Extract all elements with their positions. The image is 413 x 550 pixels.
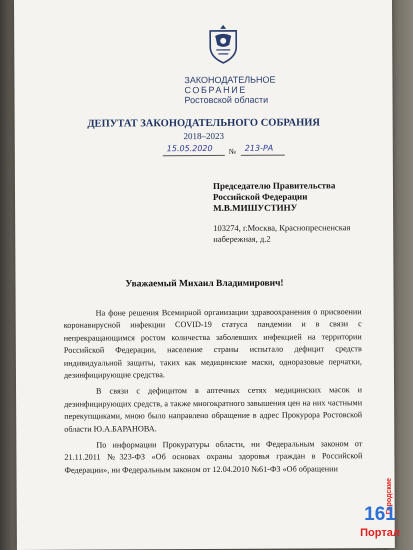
addressee-line-2: Российской Федерации (213, 191, 308, 202)
coat-of-arms-icon (206, 23, 240, 65)
salutation: Уважаемый Михаил Владимирович! (125, 278, 284, 290)
org-line-3: Ростовской области (184, 94, 269, 106)
date-underline (163, 155, 225, 156)
addressee-address (213, 222, 350, 245)
address-line-1: 103274, г.Москва, Краснопресненская (213, 222, 351, 233)
addressee-line-1: Председателю Правительства (212, 180, 336, 191)
organization-name (184, 75, 275, 105)
watermark-side-text: Городские (386, 478, 393, 515)
body-paragraph-1: На фоне решения Всемирной организации здравоохранения о присвоении коронавирусной инфекции COVID-19 статуса пандемии и в связи с непрекращающимся ростом количества заболевших инфекцией на территории Российской Федерации, население страны испытало дефицит средств индивидуальной защиты, таких как медицинские маски, одноразовые перчатки, дезинфицирующие средства. (63, 307, 362, 380)
addressee-name: М.В.МИШУСТИНУ (213, 202, 298, 213)
number-underline (241, 155, 285, 156)
addressee-block (213, 180, 336, 214)
registration-number-mark: № (228, 146, 236, 156)
letter-sheet (14, 0, 395, 550)
watermark-portal-text: Портал (360, 527, 400, 539)
registration-number: 213-РА (244, 143, 274, 153)
org-line-1: ЗАКОНОДАТЕЛЬНОЕ (184, 74, 276, 86)
letter-body (64, 306, 363, 481)
deputy-title: ДЕПУТАТ ЗАКОНОДАТЕЛЬНОГО СОБРАНИЯ (87, 117, 321, 130)
term-years: 2018–2023 (183, 130, 224, 142)
body-paragraph-2: В связи с дефицитом в аптечных сетях медицинских масок и дезинфицирующих средств, а также многократного завышения цен на них частными перекупщиками, мною было направлено обращение в адрес Прокурора Ростовской области Ю.А.БАРАНОВА. (64, 385, 363, 434)
watermark-number: 161 (364, 504, 396, 525)
address-line-2: набережная, д.2 (213, 233, 271, 244)
registration-date: 15.05.2020 (166, 143, 213, 154)
org-line-2: СОБРАНИЕ (184, 84, 247, 96)
body-paragraph-3: По информации Прокуратуры области, ни Федеральным законом от 21.11.2011 №323-ФЗ «Об основах охраны здоровья граждан в Российской Федерации», ни Федеральным законом от 12.04.2010 №61-ФЗ «Об обращении (64, 439, 363, 475)
